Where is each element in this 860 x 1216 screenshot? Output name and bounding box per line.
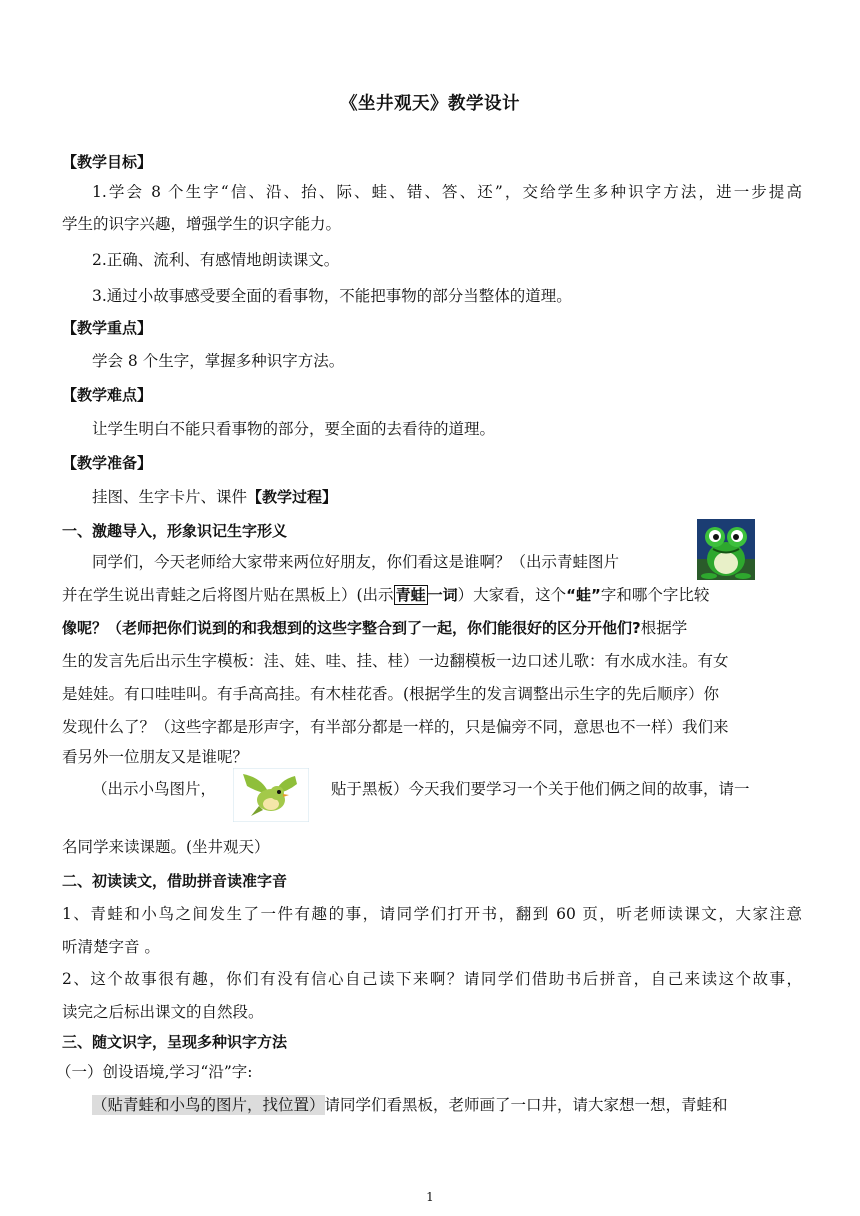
heading-teaching-goals: 【教学目标】 (62, 153, 153, 171)
difficulties-text: 让学生明白不能只看事物的部分，要全面的去看待的道理。 (92, 420, 496, 438)
para-1-line-5: 是娃娃。有口哇哇叫。有手高高挂。有木桂花香。(根据学生的发言调整出示生字的先后顺序）你 (62, 685, 720, 703)
key-points-text: 学会 8 个生字，掌握多种识字方法。 (92, 352, 345, 370)
heading-key-points: 【教学重点】 (62, 319, 153, 337)
para-2-part-a: （出示小鸟图片， (92, 780, 217, 798)
para-3-line-2: 听清楚字音 。 (62, 938, 160, 956)
part-1-title: 一、激趣导入，形象识记生字形义 (62, 522, 288, 540)
preparation-line (92, 486, 802, 508)
goal-2: 2.正确、流利、有感情地朗读课文。 (92, 251, 340, 269)
goal-1-line-1: 1.学会 8 个生字“信、沿、抬、际、蛙、错、答、还”，交给学生多种识字方法，进一步提高 (92, 183, 802, 201)
para-1-line-3-part-c: 根据学 (640, 619, 688, 637)
preparation-text: 挂图、生字卡片、课件 (92, 488, 248, 506)
goal-3: 3.通过小故事感受要全面的看事物，不能把事物的部分当整体的道理。 (92, 287, 572, 305)
goal-1-line-2: 学生的识字兴趣，增强学生的识字能力。 (62, 215, 342, 233)
para-1-line-3-bold-b: （老师把你们说到的和我想到的这些字整合到了一起，你们能很好的区分开他们? (107, 619, 641, 637)
para-1-line-2 (62, 584, 802, 606)
bold-character-wa: “蛙” (566, 586, 601, 604)
para-2-part-b: 贴于黑板）今天我们要学习一个关于他们俩之间的故事，请一 (331, 780, 750, 798)
para-1-line-7: 看另外一位朋友又是谁呢？ (62, 748, 249, 766)
para-1-line-3-bold-a: 像呢？ (62, 619, 108, 637)
para-1-line-4: 生的发言先后出示生字模板：洼、娃、哇、挂、桂）一边翻模板一边口述儿歌：有水成水洼。有女 (62, 652, 729, 670)
subsection-1-title: （一）创设语境,学习“沿”字: (56, 1063, 253, 1081)
heading-process: 【教学过程】 (247, 488, 338, 506)
para-1-line-2-part-e: 字和哪个字比较 (600, 586, 710, 604)
page-number: 1 (426, 1190, 434, 1204)
para-5-line-1 (92, 1094, 802, 1116)
bold-word: 一词 (427, 586, 458, 604)
para-1-line-1: 同学们，今天老师给大家带来两位好朋友，你们看这是谁啊？（出示青蛙图片 (92, 553, 620, 571)
para-4-line-2: 读完之后标出课文的自然段。 (62, 1003, 264, 1021)
page-title: 《坐井观天》教学设计 (340, 94, 520, 114)
highlighted-instruction: （贴青蛙和小鸟的图片，找位置） (92, 1096, 325, 1114)
para-5-rest: 请同学们看黑板，老师画了一口井，请大家想一想，青蛙和 (324, 1096, 728, 1114)
para-2-line-2: 名同学来读课题。(坐井观天） (62, 838, 270, 856)
heading-preparation: 【教学准备】 (62, 454, 153, 472)
para-1-line-3 (62, 617, 802, 639)
para-1-line-2-part-a: 并在学生说出青蛙之后将图片贴在黑板上）(出示 (62, 586, 394, 604)
para-1-line-6: 发现什么了？（这些字都是形声字，有半部分都是一样的，只是偏旁不同，意思也不一样）我们来 (62, 718, 729, 736)
para-2-line-1 (92, 778, 802, 800)
boxed-word-frog: 青蛙 (395, 586, 426, 604)
bird-image (233, 768, 309, 822)
para-3-line-1: 1、青蛙和小鸟之间发生了一件有趣的事，请同学们打开书，翻到 60 页，听老师读课文，大家注意 (62, 905, 802, 923)
para-4-line-1: 2、这个故事很有趣，你们有没有信心自己读下来啊？请同学们借助书后拼音，自己来读这个故事， (62, 970, 802, 988)
part-2-title: 二、初读读文，借助拼音读准字音 (62, 872, 288, 890)
part-3-title: 三、随文识字，呈现多种识字方法 (62, 1033, 288, 1051)
heading-difficulties: 【教学难点】 (62, 386, 153, 404)
para-1-line-2-part-c: ）大家看，这个 (457, 586, 567, 604)
